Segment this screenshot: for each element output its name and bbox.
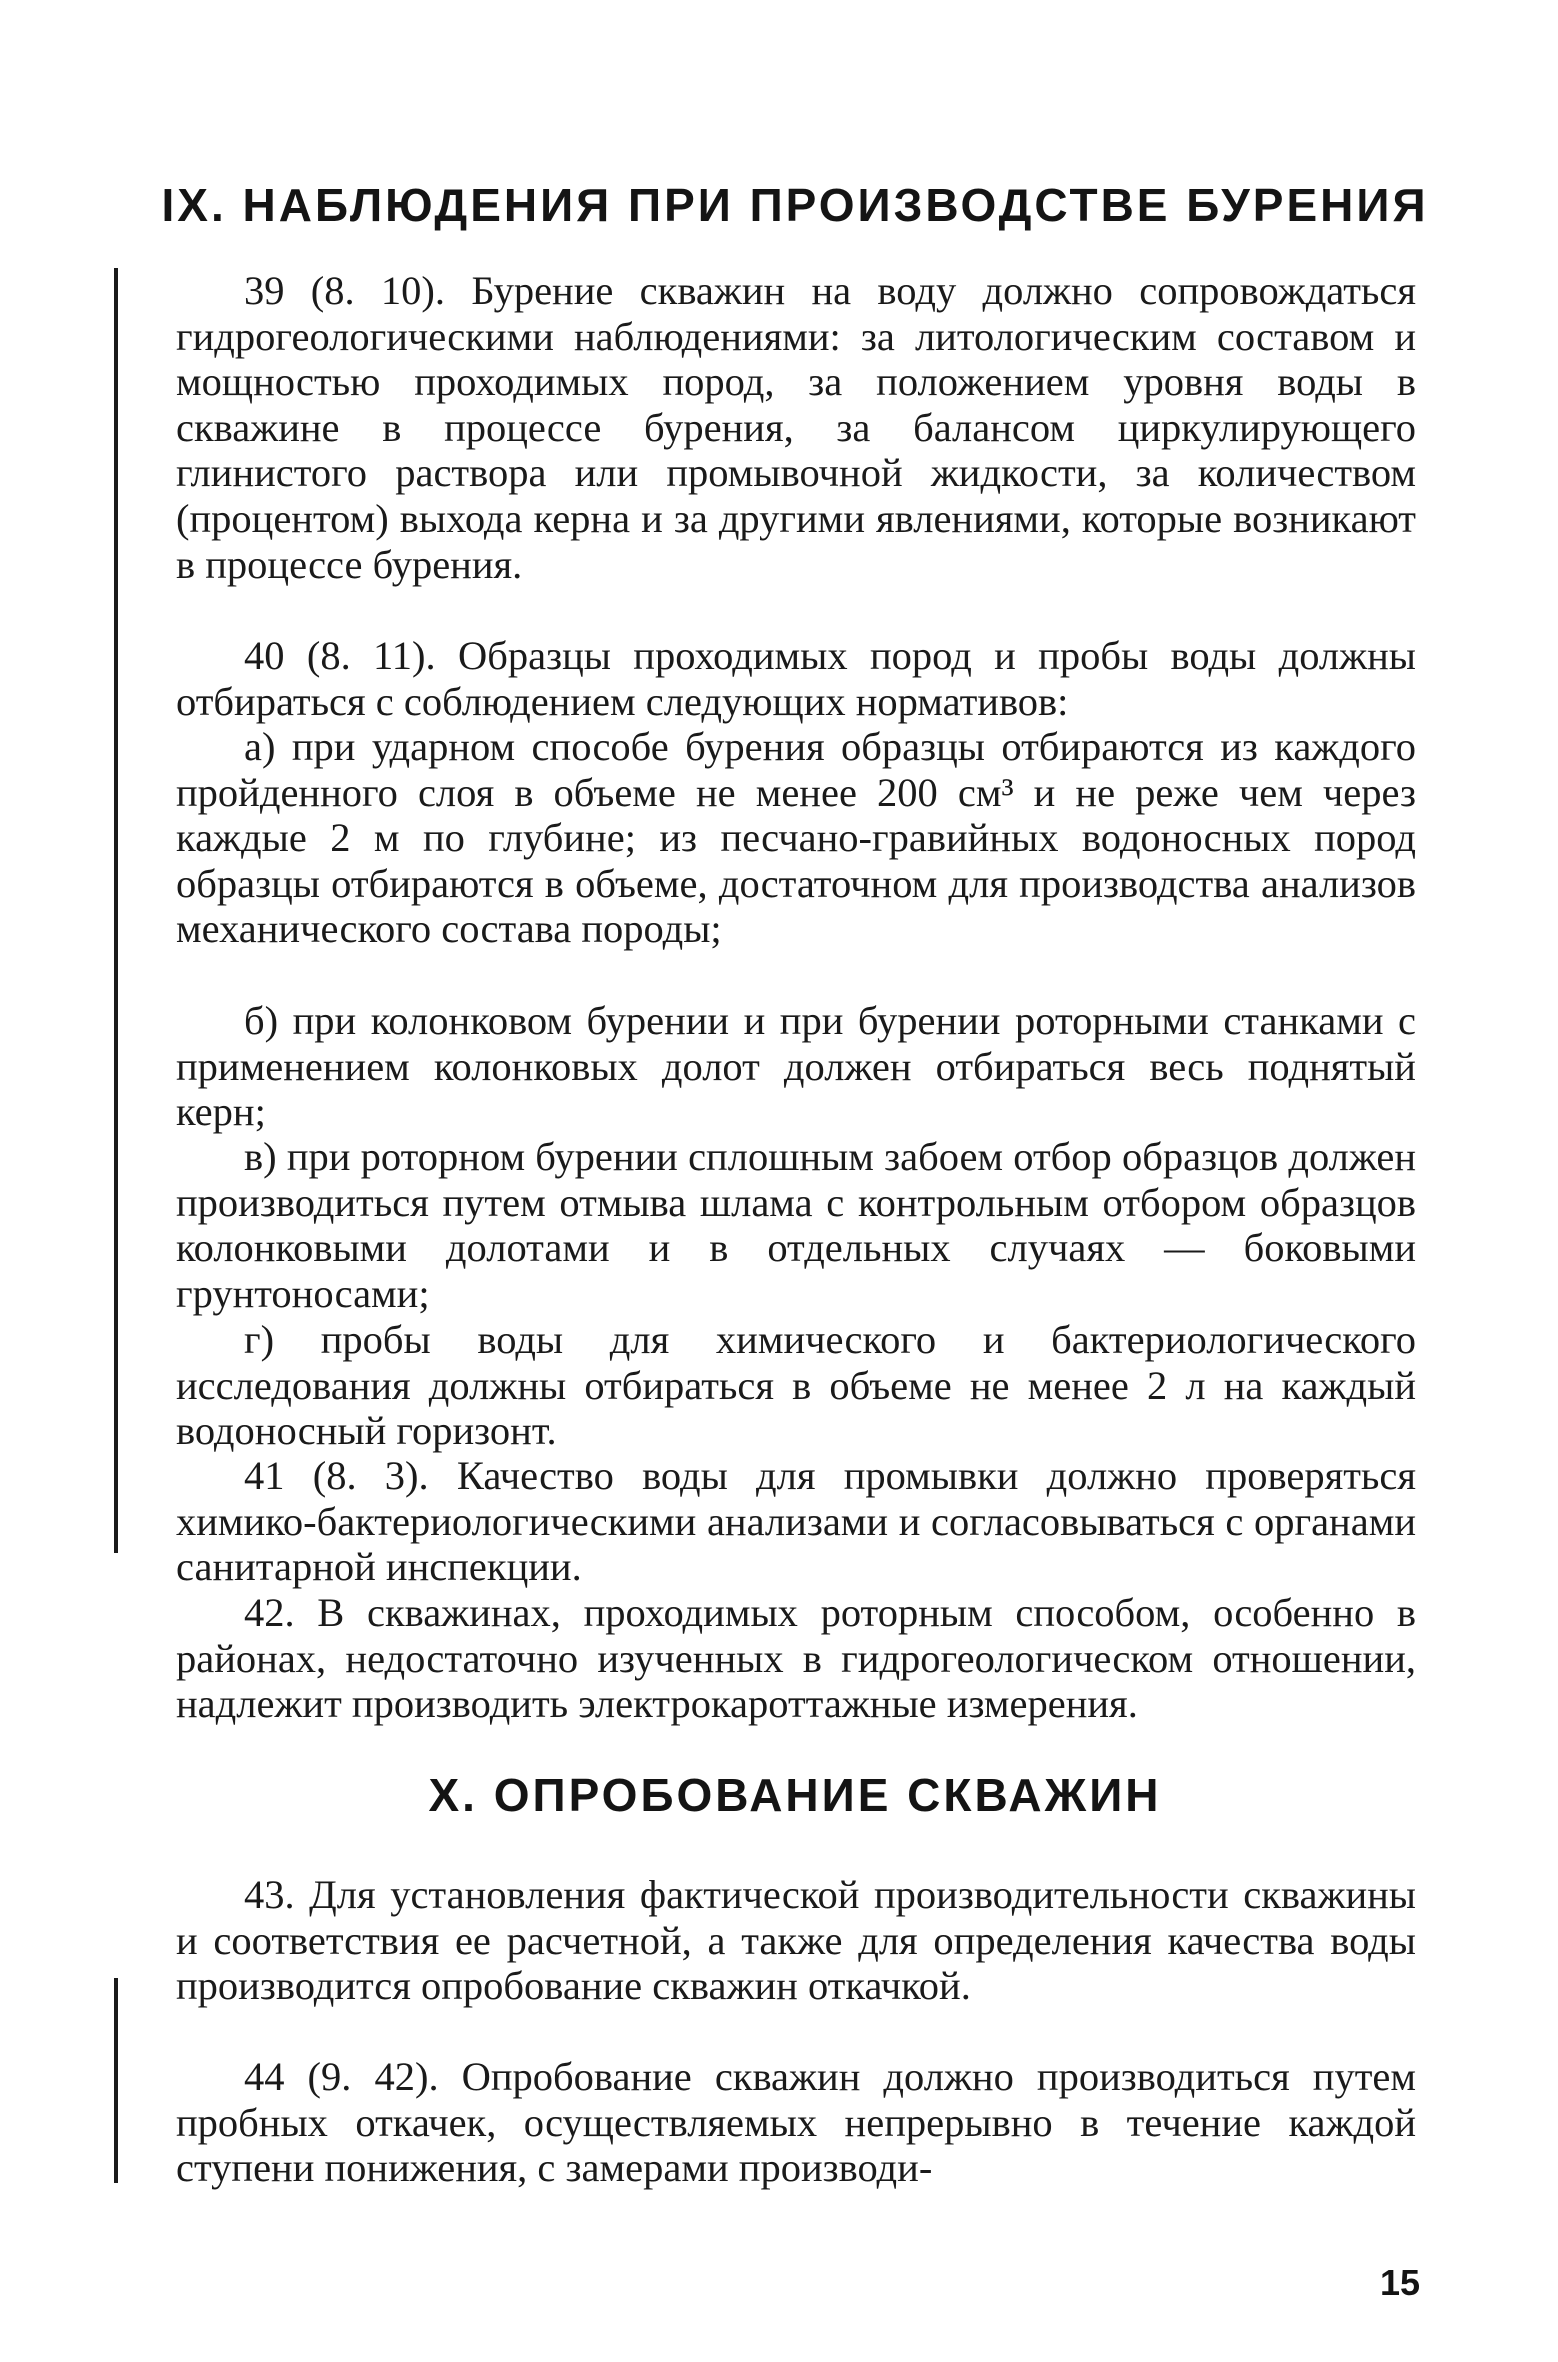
paragraph-40-g: г) пробы воды для химического и бактериологического исследования должны отбираться в объеме не менее 2 л на каждый водоносный горизонт. (176, 1317, 1416, 1454)
paragraph-39: 39 (8. 10). Бурение скважин на воду должно сопровождаться гидрогеологическими наблюдениями: за литологическим составом и мощностью проходимых пород, за положением уровня воды в скважине в процессе бурения, за балансом циркулирующего глинистого раствора или промывочной жидкости, за количеством (процентом) выхода керна и за другими явлениями, которые возникают в процессе бурения. (176, 268, 1416, 587)
margin-rule-upper (114, 268, 118, 1553)
paragraph-40: 40 (8. 11). Образцы проходимых пород и пробы воды должны отбираться с соблюдением следующих нормативов: (176, 633, 1416, 724)
section-heading-x: X. ОПРОБОВАНИЕ СКВАЖИН (428, 1769, 1162, 1821)
paragraph-40-v: в) при роторном бурении сплошным забоем отбор образцов должен производиться путем отмыва шлама с контрольным отбором образцов колонковыми долотами и в отдельных случаях — боковыми грунтоносами; (176, 1134, 1416, 1316)
page-number: 15 (1379, 2262, 1420, 2303)
paragraph-44: 44 (9. 42). Опробование скважин должно производиться путем пробных откачек, осуществляемых непрерывно в течение каждой ступени понижения, с замерами производи- (176, 2054, 1416, 2191)
paragraph-42: 42. В скважинах, проходимых роторным способом, особенно в районах, недостаточно изученных в гидрогеологическом отношении, надлежит производить электрокароттажные измерения. (176, 1590, 1416, 1727)
paragraph-41: 41 (8. 3). Качество воды для промывки должно проверяться химико-бактериологическими анализами и согласовываться с органами санитарной инспекции. (176, 1453, 1416, 1590)
paragraph-40-a: а) при ударном способе бурения образцы отбираются из каждого пройденного слоя в объеме не менее 200 см³ и не реже чем через каждые 2 м по глубине; из песчано-гравийных водоносных пород образцы отбираются в объеме, достаточном для производства анализов механического состава породы; (176, 724, 1416, 952)
paragraph-40-b: б) при колонковом бурении и при бурении роторными станками с применением колонковых долот должен отбираться весь поднятый керн; (176, 998, 1416, 1135)
margin-rule-lower (114, 1978, 118, 2183)
paragraph-43: 43. Для установления фактической производительности скважины и соответствия ее расчетной, а также для определения качества воды производится опробование скважин откачкой. (176, 1872, 1416, 2009)
section-heading-ix: IX. НАБЛЮДЕНИЯ ПРИ ПРОИЗВОДСТВЕ БУРЕНИЯ (161, 179, 1429, 231)
